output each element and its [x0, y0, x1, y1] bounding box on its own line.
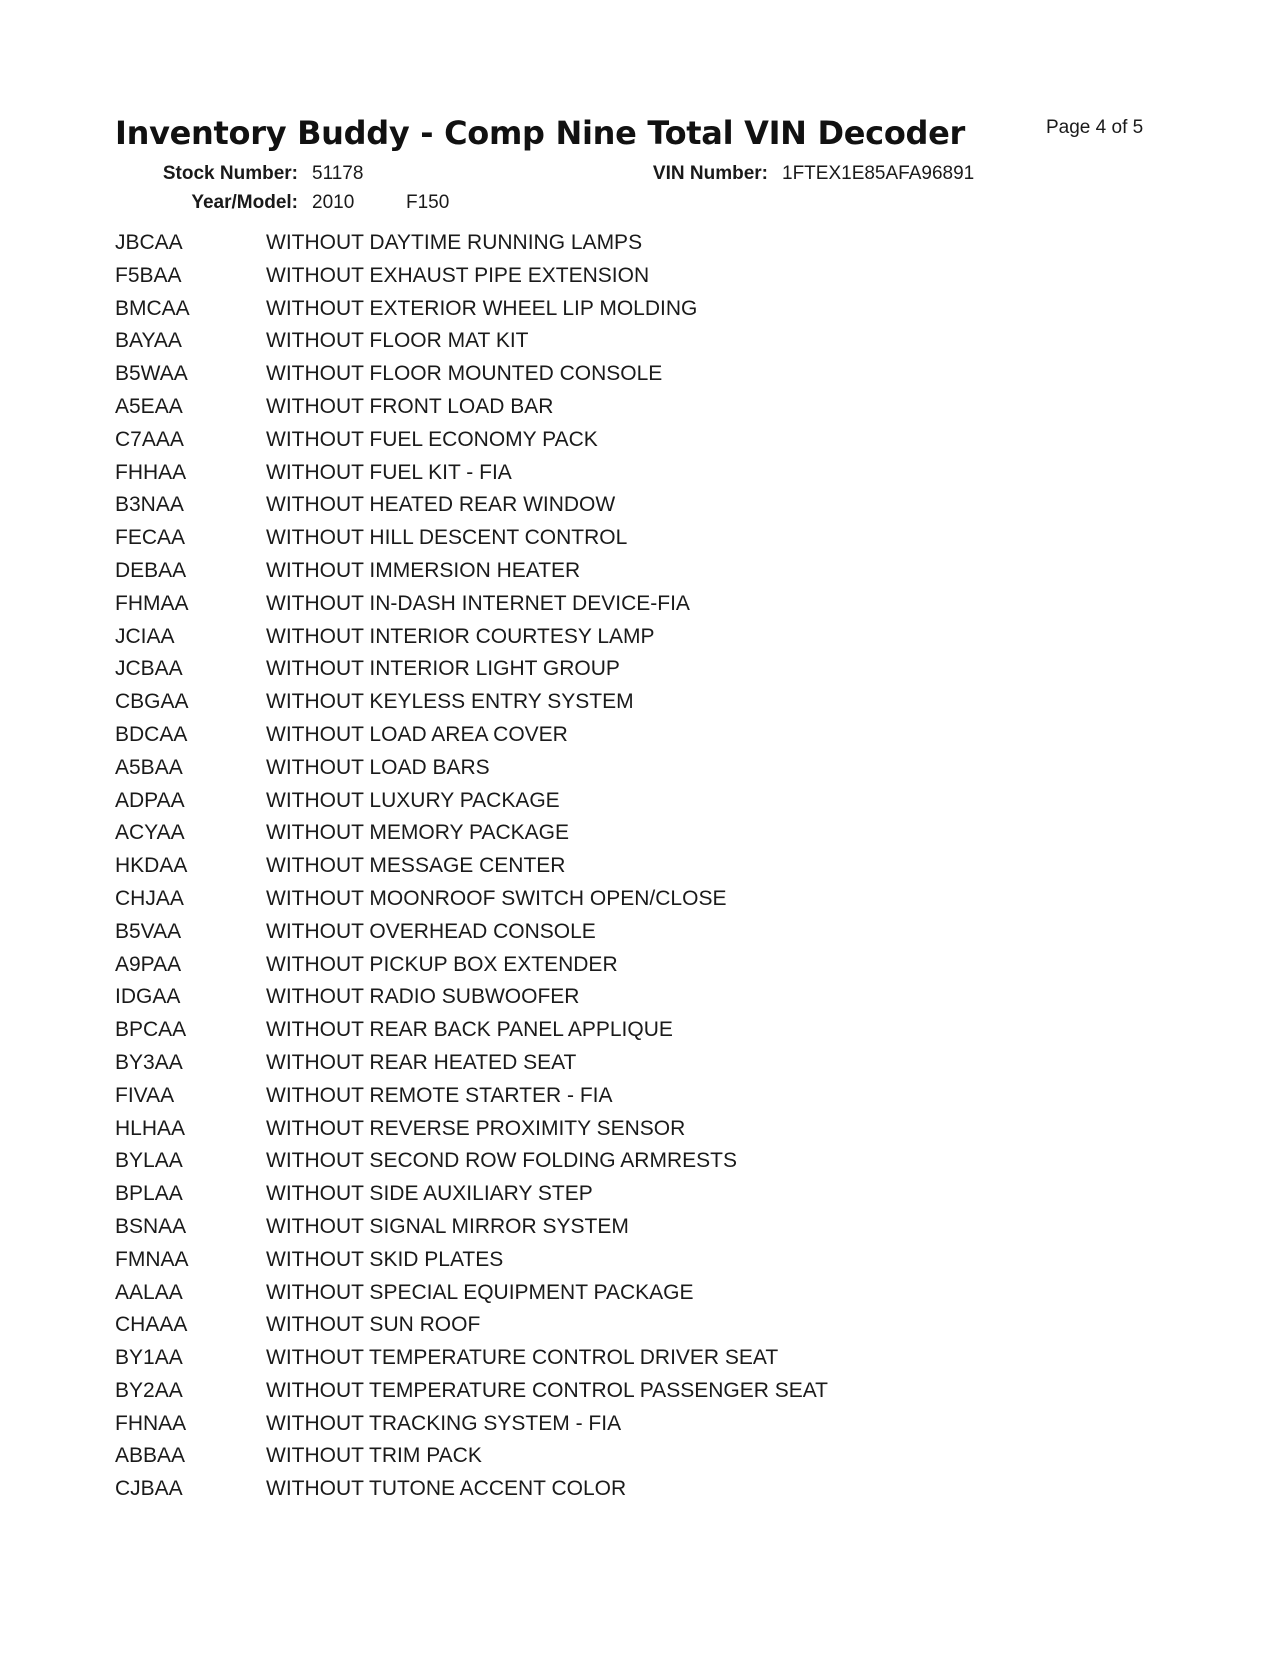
- option-code: BPLAA: [115, 1182, 183, 1206]
- option-row: [115, 1311, 1215, 1344]
- option-description: WITHOUT SECOND ROW FOLDING ARMRESTS: [266, 1149, 737, 1173]
- option-row: [115, 1377, 1215, 1410]
- option-code: A5EAA: [115, 394, 183, 418]
- year-model-label: Year/Model:: [191, 192, 298, 213]
- option-code: CHJAA: [115, 886, 184, 910]
- option-description: WITHOUT FRONT LOAD BAR: [266, 394, 554, 418]
- option-row: [115, 852, 1215, 885]
- option-row: [115, 491, 1215, 524]
- option-code: A9PAA: [115, 952, 182, 976]
- option-row: [115, 1344, 1215, 1377]
- option-description: WITHOUT TUTONE ACCENT COLOR: [266, 1477, 627, 1501]
- option-row: [115, 754, 1215, 787]
- option-row: [115, 426, 1215, 459]
- option-row: [115, 623, 1215, 656]
- option-row: [115, 688, 1215, 721]
- option-row: [115, 1475, 1215, 1508]
- option-code: ACYAA: [115, 821, 185, 845]
- option-description: WITHOUT LUXURY PACKAGE: [266, 788, 560, 812]
- option-description: WITHOUT FLOOR MAT KIT: [266, 329, 529, 353]
- option-description: WITHOUT SUN ROOF: [266, 1313, 481, 1337]
- option-code: ADPAA: [115, 788, 185, 812]
- option-description: WITHOUT HEATED REAR WINDOW: [266, 493, 616, 517]
- option-row: [115, 1082, 1215, 1115]
- option-code: CJBAA: [115, 1477, 183, 1501]
- option-description: WITHOUT SKID PLATES: [266, 1247, 504, 1271]
- option-row: [115, 1180, 1215, 1213]
- model-value: F150: [406, 192, 450, 213]
- option-description: WITHOUT FUEL ECONOMY PACK: [266, 427, 598, 451]
- option-row: [115, 787, 1215, 820]
- option-row: [115, 1410, 1215, 1443]
- option-description: WITHOUT TRACKING SYSTEM - FIA: [266, 1411, 622, 1435]
- page-number: Page 4 of 5: [1046, 117, 1144, 138]
- option-code: B5WAA: [115, 362, 188, 386]
- option-description: WITHOUT DAYTIME RUNNING LAMPS: [266, 231, 643, 254]
- option-row: [115, 590, 1215, 623]
- option-code: CBGAA: [115, 690, 189, 714]
- vin-number-value: 1FTEX1E85AFA96891: [782, 163, 975, 184]
- option-description: WITHOUT SPECIAL EQUIPMENT PACKAGE: [266, 1280, 694, 1304]
- option-description: WITHOUT REVERSE PROXIMITY SENSOR: [266, 1116, 686, 1140]
- option-code: A5BAA: [115, 755, 183, 779]
- option-description: WITHOUT RADIO SUBWOOFER: [266, 985, 580, 1009]
- option-description: WITHOUT TEMPERATURE CONTROL DRIVER SEAT: [266, 1346, 779, 1370]
- option-row: [115, 721, 1215, 754]
- option-code: HKDAA: [115, 854, 188, 878]
- option-row: [115, 983, 1215, 1016]
- option-code: B5VAA: [115, 919, 182, 943]
- vin-number-label: VIN Number:: [652, 163, 768, 184]
- option-row: [115, 262, 1215, 295]
- option-description: WITHOUT REAR HEATED SEAT: [266, 1050, 577, 1074]
- option-code: BY3AA: [115, 1050, 183, 1074]
- option-code: FECAA: [115, 526, 186, 550]
- option-description: WITHOUT TRIM PACK: [266, 1444, 482, 1468]
- option-code: JCBAA: [115, 657, 183, 681]
- option-code: BAYAA: [115, 329, 182, 353]
- option-code: JBCAA: [115, 231, 183, 254]
- option-code: BYLAA: [115, 1149, 183, 1173]
- option-description: WITHOUT REMOTE STARTER - FIA: [266, 1083, 613, 1107]
- option-row: [115, 885, 1215, 918]
- option-code: BY2AA: [115, 1378, 183, 1402]
- option-row: [115, 360, 1215, 393]
- option-description: WITHOUT IMMERSION HEATER: [266, 558, 581, 582]
- option-code: BSNAA: [115, 1214, 187, 1238]
- option-code: IDGAA: [115, 985, 181, 1009]
- option-code: FHNAA: [115, 1411, 187, 1435]
- option-description: WITHOUT IN-DASH INTERNET DEVICE-FIA: [266, 591, 690, 615]
- option-description: WITHOUT SIGNAL MIRROR SYSTEM: [266, 1214, 629, 1238]
- option-description: WITHOUT SIDE AUXILIARY STEP: [266, 1182, 593, 1206]
- option-code: JCIAA: [115, 624, 175, 648]
- option-code: CHAAA: [115, 1313, 188, 1337]
- option-row: [115, 229, 1215, 262]
- option-description: WITHOUT INTERIOR LIGHT GROUP: [266, 657, 620, 681]
- option-description: WITHOUT PICKUP BOX EXTENDER: [266, 952, 618, 976]
- option-row: [115, 819, 1215, 852]
- option-description: WITHOUT HILL DESCENT CONTROL: [266, 526, 628, 550]
- option-code: BDCAA: [115, 722, 188, 746]
- option-description: WITHOUT TEMPERATURE CONTROL PASSENGER SEAT: [266, 1378, 829, 1402]
- option-row: [115, 393, 1215, 426]
- option-code: BY1AA: [115, 1346, 183, 1370]
- option-description: WITHOUT REAR BACK PANEL APPLIQUE: [266, 1018, 673, 1042]
- stock-number-label: Stock Number:: [162, 163, 298, 184]
- option-row: [115, 1279, 1215, 1312]
- option-row: [115, 327, 1215, 360]
- option-code: AALAA: [115, 1280, 183, 1304]
- option-description: WITHOUT LOAD AREA COVER: [266, 722, 568, 746]
- option-code: DEBAA: [115, 558, 187, 582]
- option-description: WITHOUT EXTERIOR WHEEL LIP MOLDING: [266, 296, 698, 320]
- option-row: [115, 1213, 1215, 1246]
- stock-number-value: 51178: [312, 163, 364, 184]
- option-code: ABBAA: [115, 1444, 186, 1468]
- option-code: HLHAA: [115, 1116, 186, 1140]
- option-code: FIVAA: [115, 1083, 175, 1107]
- option-row: [115, 295, 1215, 328]
- option-description: WITHOUT OVERHEAD CONSOLE: [266, 919, 596, 943]
- option-row: [115, 1115, 1215, 1148]
- option-description: WITHOUT FUEL KIT - FIA: [266, 460, 512, 484]
- option-row: [115, 918, 1215, 951]
- option-row: [115, 524, 1215, 557]
- option-row: [115, 1147, 1215, 1180]
- option-code: B3NAA: [115, 493, 184, 517]
- option-row: [115, 1246, 1215, 1279]
- option-description: WITHOUT FLOOR MOUNTED CONSOLE: [266, 362, 663, 386]
- option-row: [115, 557, 1215, 590]
- option-code: FHMAA: [115, 591, 189, 615]
- option-row: [115, 951, 1215, 984]
- option-description: WITHOUT MOONROOF SWITCH OPEN/CLOSE: [266, 886, 727, 910]
- option-code: BMCAA: [115, 296, 190, 320]
- document-title: Inventory Buddy - Comp Nine Total VIN Decoder: [115, 114, 966, 152]
- option-code: F5BAA: [115, 263, 182, 287]
- option-description: WITHOUT MEMORY PACKAGE: [266, 821, 569, 845]
- option-code: FHHAA: [115, 460, 187, 484]
- option-code: FMNAA: [115, 1247, 189, 1271]
- option-code-list: [115, 229, 1215, 1508]
- option-row: [115, 1016, 1215, 1049]
- option-row: [115, 1049, 1215, 1082]
- option-code: C7AAA: [115, 427, 184, 451]
- option-description: WITHOUT INTERIOR COURTESY LAMP: [266, 624, 655, 648]
- option-description: WITHOUT EXHAUST PIPE EXTENSION: [266, 263, 650, 287]
- year-value: 2010: [312, 192, 355, 213]
- option-row: [115, 1442, 1215, 1475]
- option-row: [115, 655, 1215, 688]
- option-description: WITHOUT MESSAGE CENTER: [266, 854, 566, 878]
- option-row: [115, 459, 1215, 492]
- option-description: WITHOUT KEYLESS ENTRY SYSTEM: [266, 690, 634, 714]
- option-code: BPCAA: [115, 1018, 187, 1042]
- option-description: WITHOUT LOAD BARS: [266, 755, 490, 779]
